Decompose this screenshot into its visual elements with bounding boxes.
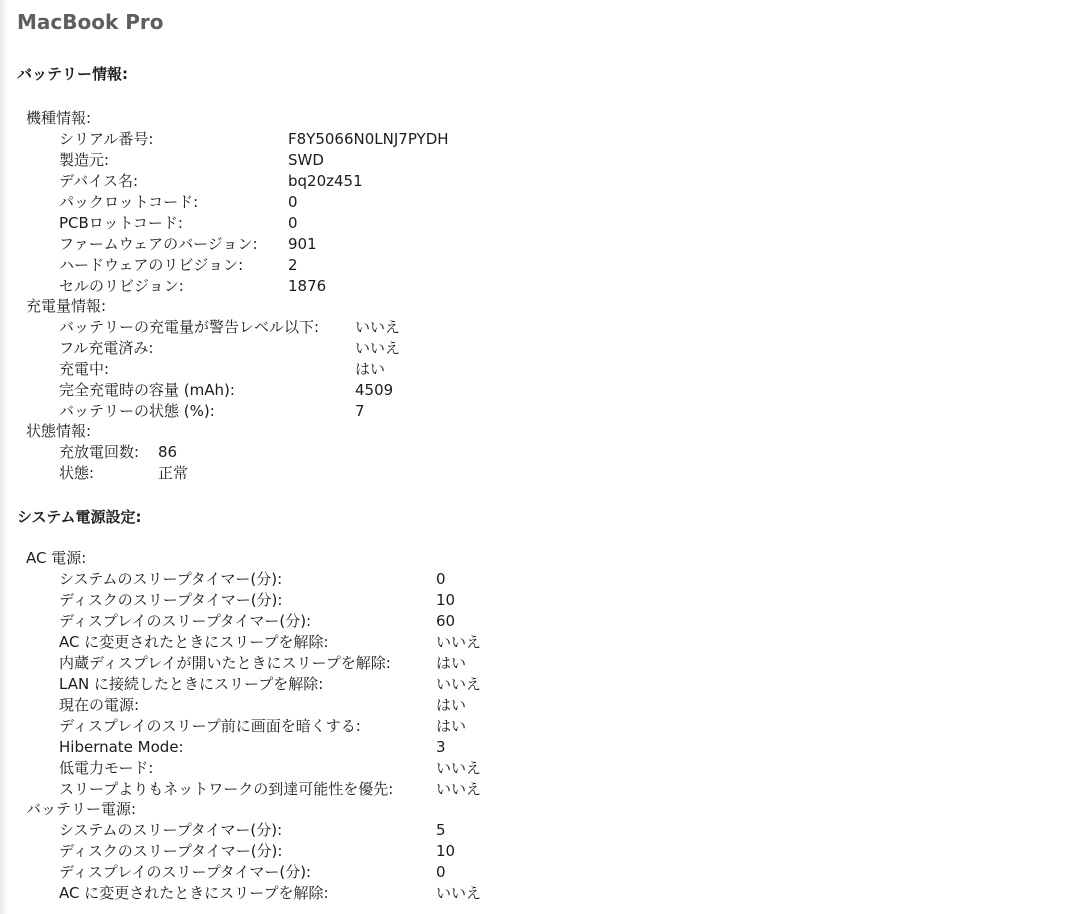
info-row [26, 737, 1066, 758]
info-row [26, 463, 1066, 484]
info-row-value: いいえ [436, 675, 482, 693]
info-row-value: いいえ [355, 318, 401, 336]
info-row-value: はい [436, 717, 467, 735]
rows-battery-power [26, 820, 1066, 904]
group-charge-info [26, 296, 1066, 422]
info-row-value: 4509 [355, 381, 394, 399]
info-row-value: 1876 [288, 277, 327, 295]
info-row-label: ディスプレイのスリープ前に画面を暗くする: [59, 717, 361, 735]
group-title-model-info: 機種情報: [26, 109, 92, 127]
info-row [26, 611, 1066, 632]
window-left-edge [0, 0, 8, 914]
info-row-label: シリアル番号: [59, 130, 154, 148]
info-row-value: はい [436, 654, 467, 672]
info-row-label: 完全充電時の容量 (mAh): [59, 381, 235, 399]
info-row-value: 10 [436, 591, 456, 609]
rows-health-info [26, 442, 1066, 484]
info-row [26, 338, 1066, 359]
info-row [26, 590, 1066, 611]
info-row-label: ファームウェアのバージョン: [59, 235, 258, 253]
info-row-value: 60 [436, 612, 456, 630]
info-row-label: AC に変更されたときにスリープを解除: [59, 884, 329, 902]
rows-model-info [26, 129, 1066, 297]
info-row-value: 3 [436, 738, 446, 756]
info-row-value: 5 [436, 821, 446, 839]
page-title: MacBook Pro [17, 10, 164, 34]
group-title-charge-info: 充電量情報: [26, 297, 107, 315]
info-row-label: バッテリーの状態 (%): [59, 402, 215, 420]
info-row-label: 現在の電源: [59, 696, 140, 714]
info-row [26, 380, 1066, 401]
group-battery-power [26, 799, 1066, 904]
info-row [26, 129, 1066, 150]
info-row-value: いいえ [355, 339, 401, 357]
info-row-value: はい [355, 360, 386, 378]
info-row [26, 862, 1066, 883]
group-title-ac-power: AC 電源: [26, 549, 87, 567]
info-row [26, 758, 1066, 779]
info-row [26, 213, 1066, 234]
info-row-label: 充放電回数: [59, 443, 140, 461]
group-health-info [26, 421, 1066, 484]
info-row-value: いいえ [436, 884, 482, 902]
info-row-label: Hibernate Mode: [59, 738, 184, 756]
section-title-battery-info: バッテリー情報: [17, 65, 128, 83]
rows-ac-power [26, 569, 1066, 800]
info-row-value: 0 [288, 193, 298, 211]
info-row-label: ディスプレイのスリープタイマー(分): [59, 863, 312, 881]
info-row-label: 内蔵ディスプレイが開いたときにスリープを解除: [59, 654, 391, 672]
info-row [26, 276, 1066, 297]
info-row-label: PCBロットコード: [59, 214, 183, 232]
info-row-label: システムのスリープタイマー(分): [59, 821, 283, 839]
info-row-value: いいえ [436, 759, 482, 777]
info-row-value: 86 [158, 443, 178, 461]
info-row [26, 820, 1066, 841]
info-row-label: ディスクのスリープタイマー(分): [59, 842, 283, 860]
info-row [26, 255, 1066, 276]
info-row [26, 841, 1066, 862]
info-row [26, 317, 1066, 338]
info-row [26, 234, 1066, 255]
info-row [26, 883, 1066, 904]
info-row-value: bq20z451 [288, 172, 363, 190]
info-row [26, 653, 1066, 674]
info-row-label: 低電力モード: [59, 759, 154, 777]
info-row-value: SWD [288, 151, 324, 169]
info-row-value: 0 [288, 214, 298, 232]
info-row [26, 569, 1066, 590]
info-row-label: ハードウェアのリビジョン: [59, 256, 244, 274]
info-row-label: フル充電済み: [59, 339, 154, 357]
info-row-value: いいえ [436, 633, 482, 651]
info-row-label: バッテリーの充電量が警告レベル以下: [59, 318, 320, 336]
group-title-health-info: 状態情報: [26, 422, 92, 440]
info-row [26, 632, 1066, 653]
info-row [26, 716, 1066, 737]
info-row [26, 779, 1066, 800]
info-row [26, 192, 1066, 213]
group-title-battery-power: バッテリー電源: [26, 800, 137, 818]
info-row-label: ディスクのスリープタイマー(分): [59, 591, 283, 609]
info-row-label: LAN に接続したときにスリープを解除: [59, 675, 324, 693]
info-row-label: スリープよりもネットワークの到達可能性を優先: [59, 780, 394, 798]
info-row-value: 10 [436, 842, 456, 860]
info-row-label: AC に変更されたときにスリープを解除: [59, 633, 329, 651]
info-row [26, 695, 1066, 716]
info-row-value: 正常 [158, 464, 189, 482]
info-row-value: 0 [436, 570, 446, 588]
info-row [26, 359, 1066, 380]
info-row-label: 充電中: [59, 360, 110, 378]
info-row-label: セルのリビジョン: [59, 277, 184, 295]
info-row-value: 7 [355, 402, 365, 420]
section-title-system-power: システム電源設定: [17, 508, 142, 526]
info-row-label: システムのスリープタイマー(分): [59, 570, 283, 588]
info-row-label: デバイス名: [59, 172, 139, 190]
info-row [26, 171, 1066, 192]
info-row-label: 製造元: [59, 151, 110, 169]
info-row-value: はい [436, 696, 467, 714]
info-row-label: 状態: [59, 464, 95, 482]
info-row-value: F8Y5066N0LNJ7PYDH [288, 130, 449, 148]
info-row [26, 150, 1066, 171]
info-row-value: いいえ [436, 780, 482, 798]
info-row [26, 674, 1066, 695]
group-ac-power [26, 548, 1066, 800]
info-row-value: 2 [288, 256, 298, 274]
info-row-label: ディスプレイのスリープタイマー(分): [59, 612, 312, 630]
info-row-value: 901 [288, 235, 317, 253]
info-row [26, 442, 1066, 463]
info-row [26, 401, 1066, 422]
rows-charge-info [26, 317, 1066, 422]
info-row-value: 0 [436, 863, 446, 881]
group-model-info [26, 108, 1066, 297]
info-row-label: パックロットコード: [59, 193, 199, 211]
